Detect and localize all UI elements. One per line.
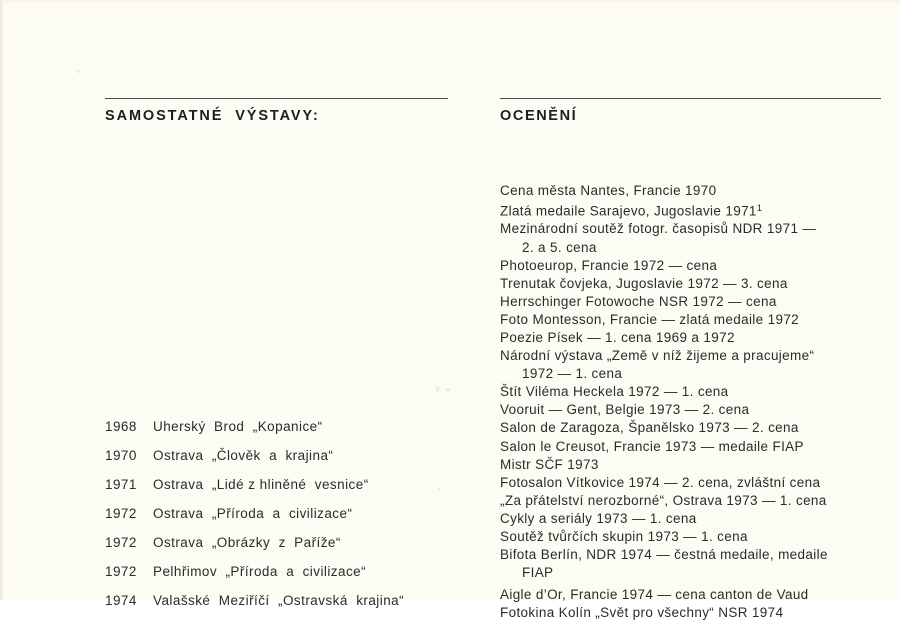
award-line <box>500 456 892 474</box>
award-text: Mezinárodní soutěž fotogr. časopisů NDR 1971 — <box>500 221 817 237</box>
award-text: Fotokina Kolín „Svět pro všechny“ NSR 1974 <box>500 605 784 621</box>
award-footnote-marker: 1 <box>756 203 763 215</box>
scan-speck <box>77 70 80 73</box>
exhibition-title: Valašské Meziříčí „Ostravská krajina“ <box>153 593 405 608</box>
scan-edge-left <box>0 0 4 600</box>
award-text: Salon le Creusot, Francie 1973 — medaile FIAP <box>500 438 804 454</box>
exhibition-title: Pelhřimov „Příroda a civilizace“ <box>153 564 367 579</box>
award-line <box>500 438 892 456</box>
exhibition-title: Uherský Brod „Kopanice“ <box>153 419 323 434</box>
exhibition-year: 1974 <box>105 593 137 608</box>
scan-speck <box>436 386 439 392</box>
award-line <box>500 474 892 492</box>
exhibition-row <box>105 586 455 615</box>
award-line <box>500 492 892 510</box>
exhibition-title: Ostrava „Příroda a civilizace“ <box>153 506 353 521</box>
award-line <box>500 275 892 293</box>
award-text: 2. a 5. cena <box>522 239 597 255</box>
award-line <box>500 347 892 365</box>
award-line <box>500 257 892 275</box>
exhibition-row <box>105 557 455 586</box>
award-text: Fotosalon Vítkovice 1974 — 2. cena, zvláštní cena <box>500 474 821 490</box>
award-text: Aigle d’Or, Francie 1974 — cena canton de Vaud <box>500 587 809 603</box>
award-line <box>500 528 892 546</box>
exhibition-year: 1972 <box>105 535 137 550</box>
exhibition-title: Ostrava „Člověk a krajina“ <box>153 448 334 463</box>
award-text: Cykly a seriály 1973 — 1. cena <box>500 510 697 526</box>
exhibition-year: 1970 <box>105 448 137 463</box>
exhibition-row <box>105 412 455 441</box>
award-text: Bifota Berlín, NDR 1974 — čestná medaile, medaile <box>500 547 828 563</box>
award-text: Trenutak čovjeka, Jugoslavie 1972 — 3. cena <box>500 275 788 291</box>
exhibition-year: 1968 <box>105 419 137 434</box>
award-text: Štít Viléma Heckela 1972 — 1. cena <box>500 384 729 400</box>
scan-speck <box>446 388 450 391</box>
award-line <box>500 510 892 528</box>
award-line <box>500 383 892 401</box>
scan-edge-top <box>0 0 900 3</box>
left-column-rule <box>105 98 448 99</box>
award-text: FIAP <box>522 565 554 581</box>
right-column-rule <box>500 98 881 99</box>
exhibition-title: Ostrava „Obrázky z Paříže“ <box>153 535 341 550</box>
exhibition-title: Ostrava „Lidé z hliněné vesnice“ <box>153 477 369 492</box>
exhibition-year: 1971 <box>105 477 137 492</box>
awards-list <box>500 182 892 623</box>
award-text: Mistr SČF 1973 <box>500 456 599 472</box>
award-line <box>500 401 892 419</box>
award-text: Soutěž tvůrčích skupin 1973 — 1. cena <box>500 529 748 545</box>
award-line <box>500 604 892 622</box>
exhibition-row <box>105 441 455 470</box>
right-column-heading: OCENĚNÍ <box>500 108 578 124</box>
award-line <box>500 182 892 200</box>
left-column-heading: SAMOSTATNÉ VÝSTAVY: <box>105 108 320 124</box>
award-text: 1972 — 1. cena <box>522 366 623 382</box>
award-line <box>500 546 892 564</box>
award-text: Poezie Písek — 1. cena 1969 a 1972 <box>500 330 735 346</box>
award-text: Salon de Zaragoza, Španělsko 1973 — 2. cena <box>500 420 799 436</box>
award-line <box>500 220 892 238</box>
award-text: Photoeurop, Francie 1972 — cena <box>500 257 718 273</box>
exhibition-row <box>105 528 455 557</box>
award-text: Národní výstava „Země v níž žijeme a pracujeme“ <box>500 348 815 364</box>
award-text: Vooruit — Gent, Belgie 1973 — 2. cena <box>500 402 750 418</box>
award-text: „Za přátelství nerozborné“, Ostrava 1973 — 1. cena <box>500 492 827 508</box>
award-continuation-line <box>500 564 892 582</box>
award-line <box>500 329 892 347</box>
award-line <box>500 311 892 329</box>
award-text: Foto Montesson, Francie — zlatá medaile 1972 <box>500 311 800 327</box>
award-line <box>500 200 892 220</box>
award-line <box>500 419 892 437</box>
solo-exhibitions-list <box>105 412 455 615</box>
right-column <box>500 98 882 124</box>
award-continuation-line <box>500 365 892 383</box>
award-line <box>500 293 892 311</box>
exhibition-year: 1972 <box>105 506 137 521</box>
award-continuation-line <box>500 239 892 257</box>
award-text: Zlatá medaile Sarajevo, Jugoslavie 1971 <box>500 203 757 219</box>
award-text: Cena města Nantes, Francie 1970 <box>500 183 717 198</box>
award-line <box>500 586 892 604</box>
exhibition-year: 1972 <box>105 564 137 579</box>
left-column <box>105 98 450 124</box>
exhibition-row <box>105 499 455 528</box>
award-text: Herrschinger Fotowoche NSR 1972 — cena <box>500 293 777 309</box>
exhibition-row <box>105 470 455 499</box>
